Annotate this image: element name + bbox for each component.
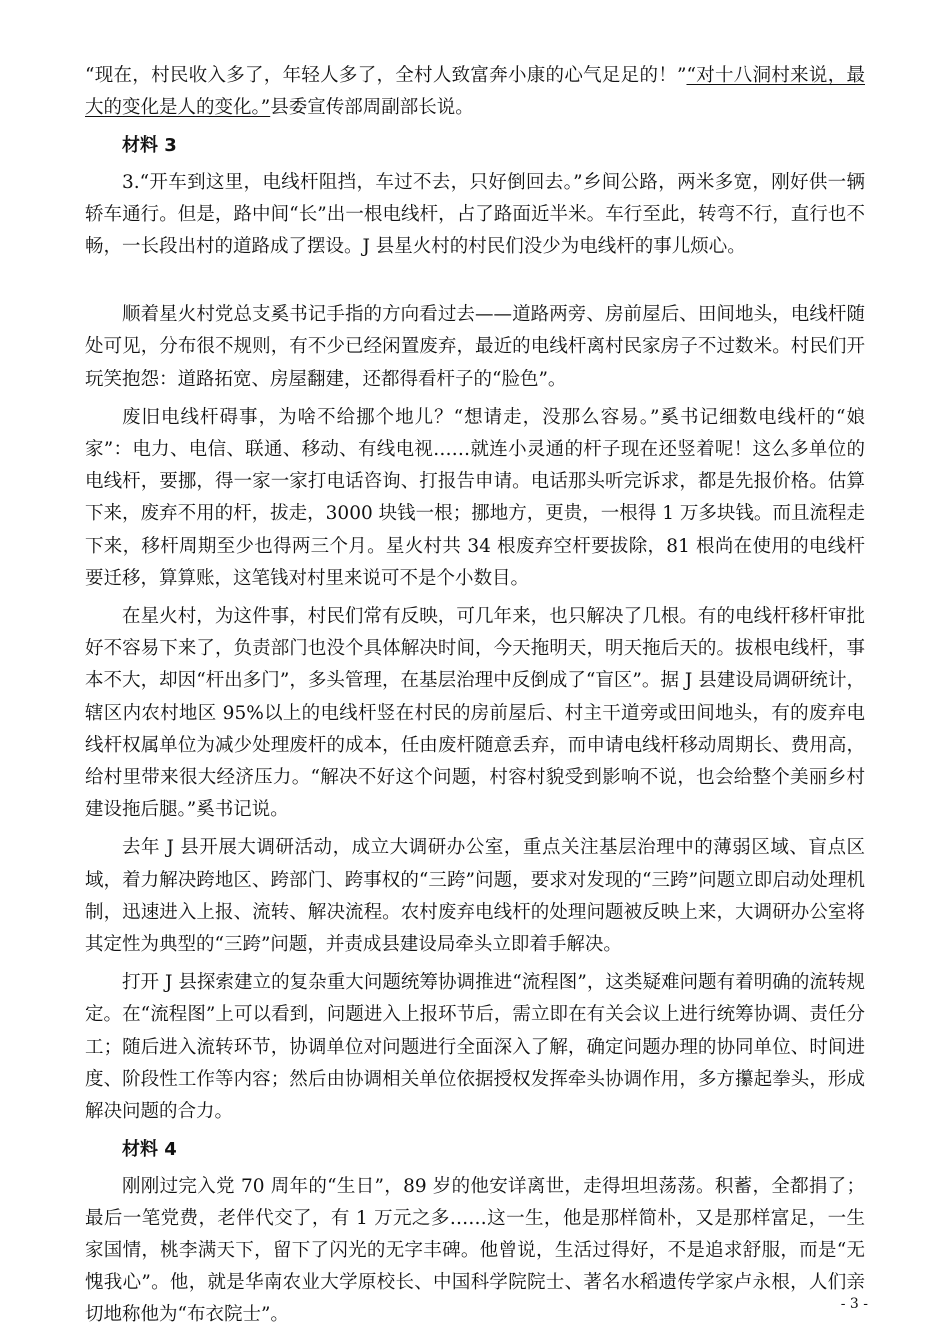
material-3-paragraph-6: 打开 J 县探索建立的复杂重大问题统筹协调推进“流程图”，这类疑难问题有着明确的流转规定。在“流程图”上可以看到，问题进入上报环节后，需立即在有关会议上进行统筹协调、责任分工；随后进入流转环节，协调单位对问题进行全面深入了解，确定问题办理的协同单位、时间进度、阶段性工作等内容；然后由协调相关单位依据授权发挥牵头协调作用，多方攥起拳头，形成解决问题的合力。 — [85, 972, 865, 1123]
quote-attribution: 县委宣传部周副部长说。 — [270, 97, 474, 119]
page-number: - 3 - — [840, 1296, 868, 1312]
material-4-heading: 材料 4 — [122, 1139, 177, 1161]
material-3-paragraph-4: 在星火村，为这件事，村民们常有反映，可几年来，也只解决了几根。有的电线杆移杆审批好不容易下来了，负责部门也没个具体解决时间，今天拖明天，明天拖后天的。拔根电线杆，事本不大，却因“杆出多门”，多头管理，在基层治理中反倒成了“盲区”。据 J 县建设局调研统计，辖区内农村地区 95%以上的电线杆竖在村民的房前屋后、村主干道旁或田间地头，有的废弃电线杆权属单位为减少处理废杆的成本，任由废杆随意丢弃，而申请电线杆移动周期长、费用高，给村里带来很大经济压力。“解决不好这个问题，村容村貌受到影响不说，也会给整个美丽乡村建设拖后腿。”奚书记说。 — [85, 606, 865, 821]
material-4-paragraph-1: 刚刚过完入党 70 周年的“生日”，89 岁的他安详离世，走得坦坦荡荡。积蓄，全都捐了；最后一笔党费，老伴代交了，有 1 万元之多……这一生，他是那样简朴，又是那样富足，一生家国情，桃李满天下，留下了闪光的无字丰碑。他曾说，生活过得好，不是追求舒服，而是“无愧我心”。他，就是华南农业大学原校长、中国科学院院士、著名水稻遗传学家卢永根，人们亲切地称他为“布衣院士”。 — [85, 1175, 865, 1326]
underlined-quote: “对十八洞村来说，最大的变化是人的变化。” — [85, 65, 865, 119]
quote-text: “现在，村民收入多了，年轻人多了，全村人致富奔小康的心气足足的！” — [85, 65, 687, 86]
material-3-heading: 材料 3 — [122, 135, 177, 157]
paragraph-quote — [85, 60, 865, 124]
material-3-paragraph-2: 顺着星火村党总支奚书记手指的方向看过去——道路两旁、房前屋后、田间地头，电线杆随处可见，分布很不规则，有不少已经闲置废弃，最近的电线杆离村民家房子不过数米。村民们开玩笑抱怨：道路拓宽、房屋翻建，还都得看杆子的“脸色”。 — [85, 304, 865, 390]
material-3-paragraph-3: 废旧电线杆碍事，为啥不给挪个地儿？“想请走，没那么容易。”奚书记细数电线杆的“娘家”：电力、电信、联通、移动、有线电视……就连小灵通的杆子现在还竖着呢！这么多单位的电线杆，要挪，得一家一家打电话咨询、打报告申请。电话那头听完诉求，都是先报价格。估算下来，废弃不用的杆，拔走，3000 块钱一根；挪地方，更贵，一根得 1 万多块钱。而且流程走下来，移杆周期至少也得两三个月。星火村共 34 根废弃空杆要拔除，81 根尚在使用的电线杆要迁移，算算账，这笔钱对村里来说可不是个小数目。 — [85, 406, 865, 589]
document-page — [85, 60, 865, 1332]
material-3-paragraph-1: 3.“开车到这里，电线杆阻挡，车过不去，只好倒回去。”乡间公路，两米多宽，刚好供一辆轿车通行。但是，路中间“长”出一根电线杆，占了路面近半米。车行至此，转弯不行，直行也不畅，一长段出村的道路成了摆设。J 县星火村的村民们没少为电线杆的事儿烦心。 — [85, 171, 865, 258]
material-3-paragraph-5: 去年 J 县开展大调研活动，成立大调研办公室，重点关注基层治理中的薄弱区域、盲点区域，着力解决跨地区、跨部门、跨事权的“三跨”问题，要求对发现的“三跨”问题立即启动处理机制，迅速进入上报、流转、解决流程。农村废弃电线杆的处理问题被反映上来，大调研办公室将其定性为典型的“三跨”问题，并责成县建设局牵头立即着手解决。 — [85, 837, 865, 956]
